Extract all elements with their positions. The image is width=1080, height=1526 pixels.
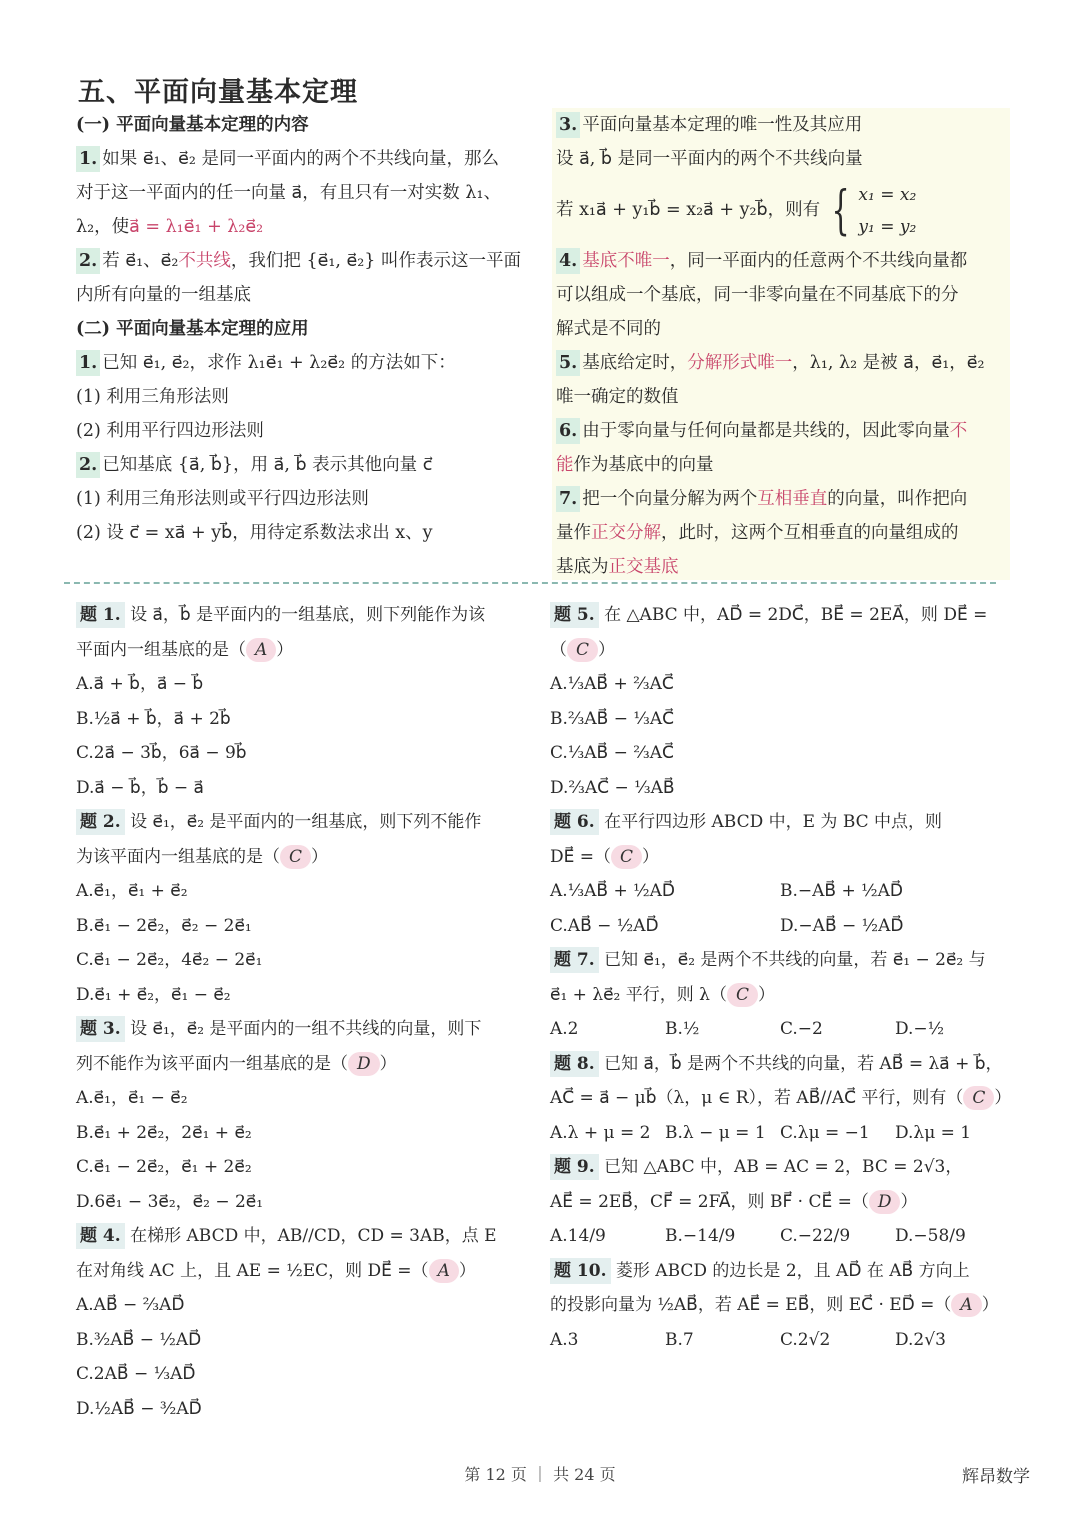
theory-line: 设 a⃗, b⃗ 是同一平面内的两个不共线向量: [556, 149, 863, 169]
question-line: [76, 805, 526, 840]
option: A.2: [550, 1019, 579, 1039]
question-line: [550, 840, 1010, 875]
item-number: 4.: [556, 248, 580, 274]
option: B.7: [665, 1329, 694, 1350]
theory-line: [556, 516, 1006, 550]
text: 作为基底中的向量: [573, 455, 714, 475]
page-title: 五、平面向量基本定理: [78, 77, 358, 108]
option: A.3: [550, 1329, 579, 1350]
highlight-text: 正交分解: [591, 523, 661, 543]
option: D.λμ = 1: [895, 1122, 972, 1143]
question-text: 设 e⃗₁，e⃗₂ 是平面内的一组不共线的向量，则下: [130, 1019, 482, 1039]
equation: y₁ = y₂: [858, 216, 917, 237]
text: 基底为: [556, 557, 609, 577]
theory-line: [556, 414, 1006, 448]
item-number: 5.: [556, 350, 580, 376]
option: C.2√2: [780, 1329, 831, 1350]
question-line: [550, 1254, 1010, 1289]
question-line: [550, 805, 1010, 840]
question-text: DE⃗ =（: [550, 846, 612, 867]
question-line: [76, 1219, 526, 1254]
option: A.14/9: [550, 1226, 606, 1246]
question-line: [550, 1081, 1010, 1116]
theory-line: [76, 448, 536, 482]
paren-close: ）: [311, 846, 329, 867]
highlight-text: 能: [556, 455, 574, 475]
text: 平面向量基本定理的唯一性及其应用: [582, 115, 863, 135]
text: 若 x₁a⃗ + y₁b⃗ = x₂a⃗ + y₂b⃗，则有: [556, 200, 821, 220]
option: B.e⃗₁ − 2e⃗₂，e⃗₂ − 2e⃗₁: [76, 915, 252, 936]
option: B.−14/9: [665, 1226, 736, 1246]
highlight-equation: a⃗ = λ₁e⃗₁ + λ₂e⃗₂: [129, 217, 264, 237]
item-number: 1.: [76, 146, 100, 172]
page-number: 第 12 页 ｜ 共 24 页: [464, 1465, 616, 1484]
option: D.⅔AC⃗ − ⅓AB⃗: [550, 777, 675, 798]
theory-line: 可以组成一个基底，同一非零向量在不同基底下的分: [556, 285, 959, 305]
option: B.λ − μ = 1: [665, 1122, 766, 1143]
question-text: 在平行四边形 ABCD 中，E 为 BC 中点，则: [604, 812, 943, 832]
exercises-left-column: [76, 598, 526, 1426]
text: ，λ₁, λ₂ 是被 a⃗，e⃗₁，e⃗₂: [792, 353, 985, 373]
item-number: 2.: [76, 248, 100, 274]
question-tag: 题 3.: [76, 1016, 125, 1042]
text: ，同一平面内的任意两个不共线向量都: [669, 251, 968, 271]
answer-badge: D: [869, 1190, 901, 1214]
exercises-right-column: [550, 598, 1010, 1357]
option-row: [550, 1116, 1010, 1151]
highlight-text: 不共线: [178, 251, 231, 271]
question-tag: 题 4.: [76, 1223, 125, 1249]
text: λ₂，使: [76, 217, 130, 237]
item-number: 6.: [556, 418, 580, 444]
option: C.−22/9: [780, 1226, 851, 1246]
question-line: [550, 978, 1010, 1013]
subsection-heading: (一) 平面向量基本定理的内容: [76, 115, 309, 135]
theory-line: [556, 108, 1006, 142]
theory-line-system: [556, 176, 1006, 244]
text: 把一个向量分解为两个: [582, 489, 758, 509]
paren-close: ）: [757, 984, 775, 1005]
question-line: [76, 1047, 526, 1082]
theory-right-column: [552, 108, 1010, 580]
equation-system: [858, 179, 916, 243]
option-row: [550, 874, 1010, 909]
option: C.λμ = −1: [780, 1122, 870, 1143]
answer-badge: C: [727, 983, 758, 1007]
option: B.³⁄₂AB⃗ − ½AD⃗: [76, 1329, 202, 1350]
theory-line: [76, 142, 536, 176]
question-text: 在对角线 AC 上，且 AE = ½EC，则 DE⃗ =（: [76, 1260, 429, 1281]
option: D.−58/9: [895, 1226, 966, 1246]
option-row: [550, 909, 1010, 944]
answer-badge: A: [246, 638, 276, 662]
text: 量作: [556, 523, 591, 543]
question-line: [76, 840, 526, 875]
paren-close: ）: [642, 846, 660, 867]
text: ，此时，这两个互相垂直的向量组成的: [661, 523, 959, 543]
option: C.e⃗₁ − 2e⃗₂，e⃗₁ + 2e⃗₂: [76, 1157, 252, 1177]
text: 已知基底 {a⃗, b⃗}，用 a⃗, b⃗ 表示其他向量 c⃗: [102, 455, 433, 475]
option: C.2a⃗ − 3b⃗，6a⃗ − 9b⃗: [76, 743, 247, 763]
option: C.2AB⃗ − ⅓AD⃗: [76, 1364, 196, 1384]
question-text: e⃗₁ + λe⃗₂ 平行，则 λ（: [550, 984, 727, 1005]
question-text: 已知 △ABC 中，AB = AC = 2，BC = 2√3，: [604, 1157, 963, 1177]
theory-left-column: [76, 108, 536, 550]
theory-line: [556, 448, 1006, 482]
question-line: [550, 1150, 1010, 1185]
highlight-text: 基底不唯一: [582, 251, 670, 271]
question-tag: 题 7.: [550, 947, 599, 973]
option-row: [550, 1323, 1010, 1358]
option: D.6e⃗₁ − 3e⃗₂，e⃗₂ − 2e⃗₁: [76, 1191, 264, 1212]
option: A.⅓AB⃗ + ½AD⃗: [550, 881, 675, 901]
question-text: 设 a⃗，b⃗ 是平面内的一组基底，则下列能作为该: [130, 605, 486, 625]
highlight-text: 分解形式唯一: [687, 353, 793, 373]
option: C.−2: [780, 1019, 823, 1039]
option: D.½AB⃗ − ³⁄₂AD⃗: [76, 1398, 202, 1419]
question-tag: 题 9.: [550, 1154, 599, 1180]
highlight-text: 正交基底: [608, 557, 679, 577]
text: ，我们把 {e⃗₁, e⃗₂} 叫作表示这一平面: [230, 251, 522, 271]
theory-line: (1) 利用三角形法则或平行四边形法则: [76, 489, 369, 509]
question-text: 在 △ABC 中，AD⃗ = 2DC⃗，BE⃗ = 2EA⃗，则 DE⃗ =: [604, 605, 988, 625]
question-tag: 题 6.: [550, 809, 599, 835]
question-text: 的投影向量为 ½AB⃗，若 AE⃗ = EB⃗，则 EC⃗ · ED⃗ =（: [550, 1295, 952, 1315]
text: 已知 e⃗₁, e⃗₂，求作 λ₁e⃗₁ + λ₂e⃗₂ 的方法如下：: [102, 353, 456, 373]
option: A.AB⃗ − ⅔AD⃗: [76, 1295, 185, 1315]
theory-line: (2) 设 c⃗ = xa⃗ + yb⃗，用待定系数法求出 x、y: [76, 523, 433, 543]
paren-close: ）: [458, 1260, 476, 1281]
question-text: AC⃗ = a⃗ − μb⃗（λ，μ ∈ R），若 AB⃗//AC⃗ 平行，则有（: [550, 1088, 964, 1108]
question-tag: 题 5.: [550, 602, 599, 628]
brand-label: 辉昂数学: [962, 1467, 1030, 1487]
option: D.2√3: [895, 1329, 946, 1350]
highlight-text: 互相垂直: [757, 489, 828, 509]
option-row: [550, 1012, 1010, 1047]
question-text: 设 e⃗₁，e⃗₂ 是平面内的一组基底，则下列不能作: [130, 812, 482, 832]
answer-badge: C: [611, 845, 642, 869]
option: B.½a⃗ + b⃗，a⃗ + 2b⃗: [76, 708, 231, 729]
text: 基底给定时，: [582, 353, 688, 373]
question-text: 为该平面内一组基底的是（: [76, 846, 280, 867]
equation: x₁ = x₂: [858, 184, 917, 205]
dashed-divider: [64, 582, 996, 584]
text: 的向量，叫作把向: [827, 489, 968, 509]
question-tag: 题 8.: [550, 1051, 599, 1077]
theory-line: [556, 550, 1006, 584]
answer-badge: A: [429, 1259, 459, 1283]
option: A.⅓AB⃗ + ⅔AC⃗: [550, 674, 674, 694]
subsection-heading: (二) 平面向量基本定理的应用: [76, 319, 309, 339]
theory-section: [62, 108, 1002, 576]
highlight-text: 不: [949, 421, 968, 441]
theory-line: [556, 482, 1006, 516]
option: B.½: [665, 1019, 700, 1039]
theory-line: [76, 346, 536, 380]
question-line: [550, 1047, 1010, 1082]
option-row: [550, 1219, 1010, 1254]
theory-line: 对于这一平面内的任一向量 a⃗，有且只有一对实数 λ₁、: [76, 183, 501, 203]
theory-line: 内所有向量的一组基底: [76, 285, 251, 305]
option: B.⅔AB⃗ − ⅓AC⃗: [550, 708, 674, 729]
option: C.AB⃗ − ½AD⃗: [550, 915, 659, 936]
answer-badge: C: [963, 1086, 994, 1110]
answer-badge: A: [951, 1293, 981, 1317]
question-line: [550, 1185, 1010, 1220]
option: B.e⃗₁ + 2e⃗₂，2e⃗₁ + e⃗₂: [76, 1122, 252, 1143]
option: A.e⃗₁，e⃗₁ + e⃗₂: [76, 881, 188, 901]
question-line: [76, 1012, 526, 1047]
theory-line: [556, 346, 1006, 380]
paren-close: ）: [994, 1088, 1012, 1108]
answer-badge: C: [280, 845, 311, 869]
theory-line: [76, 244, 536, 278]
question-text: 列不能作为该平面内一组基底的是（: [76, 1053, 348, 1074]
option: D.−AB⃗ − ½AD⃗: [780, 915, 904, 936]
question-text: 平面内一组基底的是（: [76, 639, 246, 660]
text: 若 e⃗₁、e⃗₂: [102, 251, 179, 271]
item-number: 3.: [556, 112, 580, 138]
question-line: [76, 633, 526, 668]
paren-close: ）: [379, 1053, 397, 1074]
option: D.e⃗₁ + e⃗₂，e⃗₁ − e⃗₂: [76, 984, 231, 1005]
text: 如果 e⃗₁、e⃗₂ 是同一平面内的两个不共线向量，那么: [102, 149, 499, 169]
question-text: AE⃗ = 2EB⃗，CF⃗ = 2FA⃗，则 BF⃗ · CE⃗ =（: [550, 1191, 869, 1212]
option: B.−AB⃗ + ½AD⃗: [780, 881, 903, 901]
brace-icon: {: [831, 180, 850, 241]
item-number: 7.: [556, 486, 580, 512]
text: 由于零向量与任何向量都是共线的，因此零向量: [582, 421, 950, 441]
paren-close: ）: [598, 639, 616, 660]
option: A.λ + μ = 2: [550, 1122, 651, 1143]
question-tag: 题 1.: [76, 602, 125, 628]
question-text: 已知 e⃗₁，e⃗₂ 是两个不共线的向量，若 e⃗₁ − 2e⃗₂ 与: [604, 950, 986, 970]
question-line: [550, 598, 1010, 633]
answer-badge: C: [567, 638, 598, 662]
paren-close: ）: [900, 1191, 918, 1212]
theory-line: [556, 244, 1006, 278]
item-number: 2.: [76, 452, 100, 478]
theory-line: [76, 210, 536, 244]
item-number: 1.: [76, 350, 100, 376]
option: A.a⃗ + b⃗，a⃗ − b⃗: [76, 674, 204, 694]
question-text: 已知 a⃗，b⃗ 是两个不共线的向量，若 AB⃗ = λa⃗ + b⃗，: [604, 1053, 1003, 1074]
question-text: 菱形 ABCD 的边长是 2，且 AD⃗ 在 AB⃗ 方向上: [615, 1260, 970, 1281]
theory-line: 唯一确定的数值: [556, 387, 679, 407]
question-text: （: [550, 639, 567, 660]
question-text: 在梯形 ABCD 中，AB//CD，CD = 3AB，点 E: [130, 1226, 497, 1246]
question-tag: 题 2.: [76, 809, 125, 835]
theory-line: (2) 利用平行四边形法则: [76, 421, 264, 441]
question-line: [550, 943, 1010, 978]
question-line: [76, 598, 526, 633]
question-tag: 题 10.: [550, 1258, 611, 1284]
option: C.⅓AB⃗ − ⅔AC⃗: [550, 743, 674, 763]
answer-badge: D: [348, 1052, 380, 1076]
question-line: [550, 1288, 1010, 1323]
theory-line: (1) 利用三角形法则: [76, 387, 229, 407]
option: C.e⃗₁ − 2e⃗₂，4e⃗₂ − 2e⃗₁: [76, 950, 263, 970]
paren-close: ）: [981, 1295, 999, 1315]
question-line: [550, 633, 1010, 668]
paren-close: ）: [276, 639, 294, 660]
option: D.−½: [895, 1019, 945, 1039]
theory-line: 解式是不同的: [556, 319, 661, 339]
question-line: [76, 1254, 526, 1289]
option: D.a⃗ − b⃗，b⃗ − a⃗: [76, 777, 204, 798]
option: A.e⃗₁，e⃗₁ − e⃗₂: [76, 1088, 188, 1108]
